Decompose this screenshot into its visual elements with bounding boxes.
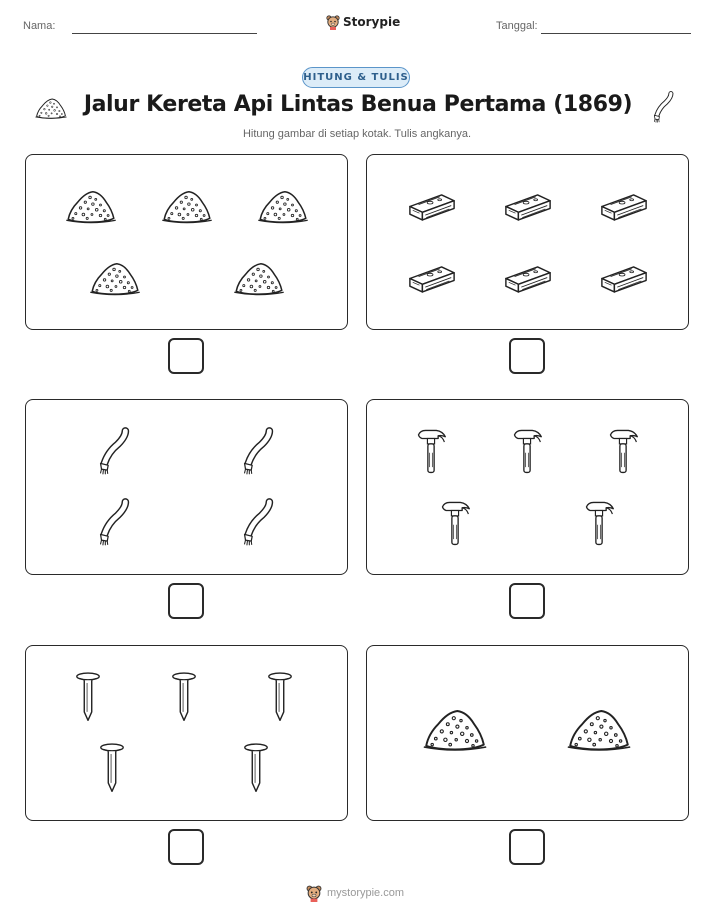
railroad-spike-icon <box>242 741 270 795</box>
page-title: Jalur Kereta Api Lintas Benua Pertama (1869) <box>83 92 633 117</box>
railroad-spike-icon <box>266 670 294 724</box>
count-panel-1 <box>25 154 348 330</box>
brand-name: Storypie <box>343 15 401 29</box>
answer-box-6[interactable] <box>509 829 545 865</box>
railroad-tie-icon <box>599 261 649 296</box>
railroad-tie-icon <box>407 261 457 296</box>
hammer-icon <box>437 498 473 548</box>
railroad-tie-icon <box>407 189 457 224</box>
name-field[interactable] <box>72 33 257 34</box>
gravel-pile-icon <box>34 96 68 120</box>
rail-spike-puller-icon <box>235 498 277 546</box>
date-field[interactable] <box>541 33 691 34</box>
gravel-pile-icon <box>232 259 286 297</box>
railroad-tie-icon <box>503 261 553 296</box>
gravel-pile-icon <box>565 705 633 753</box>
railroad-spike-icon <box>74 670 102 724</box>
count-panel-2 <box>366 154 689 330</box>
gravel-pile-icon <box>88 259 142 297</box>
rail-spike-puller-icon <box>235 427 277 475</box>
railroad-tie-icon <box>503 189 553 224</box>
gravel-pile-icon <box>256 187 310 225</box>
hammer-icon <box>605 426 641 476</box>
footer-url: mystorypie.com <box>327 887 405 899</box>
railroad-spike-icon <box>98 741 126 795</box>
answer-box-1[interactable] <box>168 338 204 374</box>
count-panel-6 <box>366 645 689 821</box>
rail-spike-puller-icon <box>91 498 133 546</box>
answer-box-2[interactable] <box>509 338 545 374</box>
bear-icon <box>306 884 322 902</box>
gravel-pile-icon <box>64 187 118 225</box>
hammer-icon <box>413 426 449 476</box>
name-label: Nama: <box>23 20 56 32</box>
answer-box-4[interactable] <box>509 583 545 619</box>
gravel-pile-icon <box>421 705 489 753</box>
bear-icon <box>326 14 340 30</box>
date-label: Tanggal: <box>496 20 538 32</box>
activity-badge: HITUNG & TULIS <box>302 67 410 88</box>
hammer-icon <box>581 498 617 548</box>
answer-box-3[interactable] <box>168 583 204 619</box>
count-panel-5 <box>25 645 348 821</box>
count-panel-3 <box>25 399 348 575</box>
answer-box-5[interactable] <box>168 829 204 865</box>
title-row <box>0 90 714 128</box>
railroad-spike-icon <box>170 670 198 724</box>
hammer-icon <box>509 426 545 476</box>
brand-logo <box>326 14 400 30</box>
rail-spike-puller-icon <box>91 427 133 475</box>
footer <box>306 884 404 902</box>
rail-spike-puller-icon <box>648 91 676 123</box>
gravel-pile-icon <box>160 187 214 225</box>
count-panel-4 <box>366 399 689 575</box>
railroad-tie-icon <box>599 189 649 224</box>
instructions: Hitung gambar di setiap kotak. Tulis angkanya. <box>242 128 472 140</box>
